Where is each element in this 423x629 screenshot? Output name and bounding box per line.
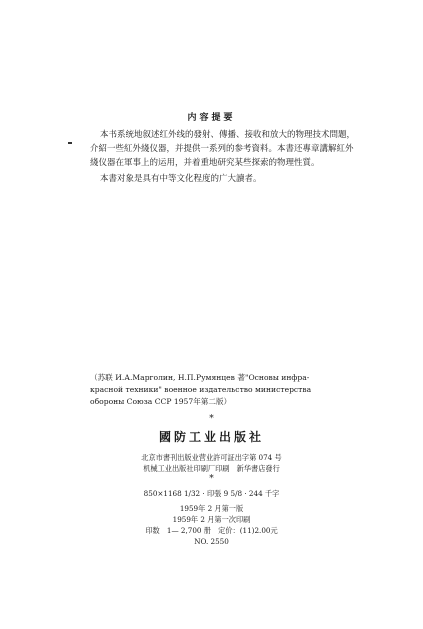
translation-note-line: обороны Союза ССР 1957年第二版） [90,397,232,406]
separator-star: * [209,474,214,484]
summary-paragraph: 本书系统地叙述红外线的發射、傳播、接收和放大的物理技术問題，介紹一些紅外綫仪器，并提供一系列的参考資料。本書还專章講解紅外綫仪器在軍事上的运用，并着重地研究某些探索的物理性質。 [90,130,356,168]
separator-star: * [209,414,214,424]
translation-note-line: красной техники" военное издательство министерства [90,385,312,394]
imprint-specs: 850×1168 1/32 · 印張 9 5/8 · 244 千字 [143,489,280,498]
imprint-licence-block [0,452,423,474]
translation-note-line: （苏联 И.А.Марголин, Н.П.Румянцев 著"Основы инфра- [90,373,310,382]
summary-paragraph: 本書对象是具有中等文化程度的广大讀者。 [100,174,262,184]
imprint-details-block [0,488,423,547]
imprint-printer: 机械工业出版社印刷厂印刷 新华書店發行 [143,464,280,473]
imprint-count-price: 印数 1— 2,700 册 定价：(11)2.00元 [145,526,278,535]
imprint-number: NO. 2550 [194,537,229,546]
summary-title: 内容提要 [187,113,236,123]
stray-ink-mark [68,142,72,144]
publisher-name: 國防工业出版社 [158,430,264,444]
translation-source-note [90,372,360,408]
imprint-edition: 1959年 2 月第一版 [179,504,244,513]
summary-body [90,128,360,188]
imprint-printing: 1959年 2 月第一次印刷 [172,515,251,524]
imprint-licence: 北京市書刊出版业营业許可証出字第 074 号 [141,453,282,462]
